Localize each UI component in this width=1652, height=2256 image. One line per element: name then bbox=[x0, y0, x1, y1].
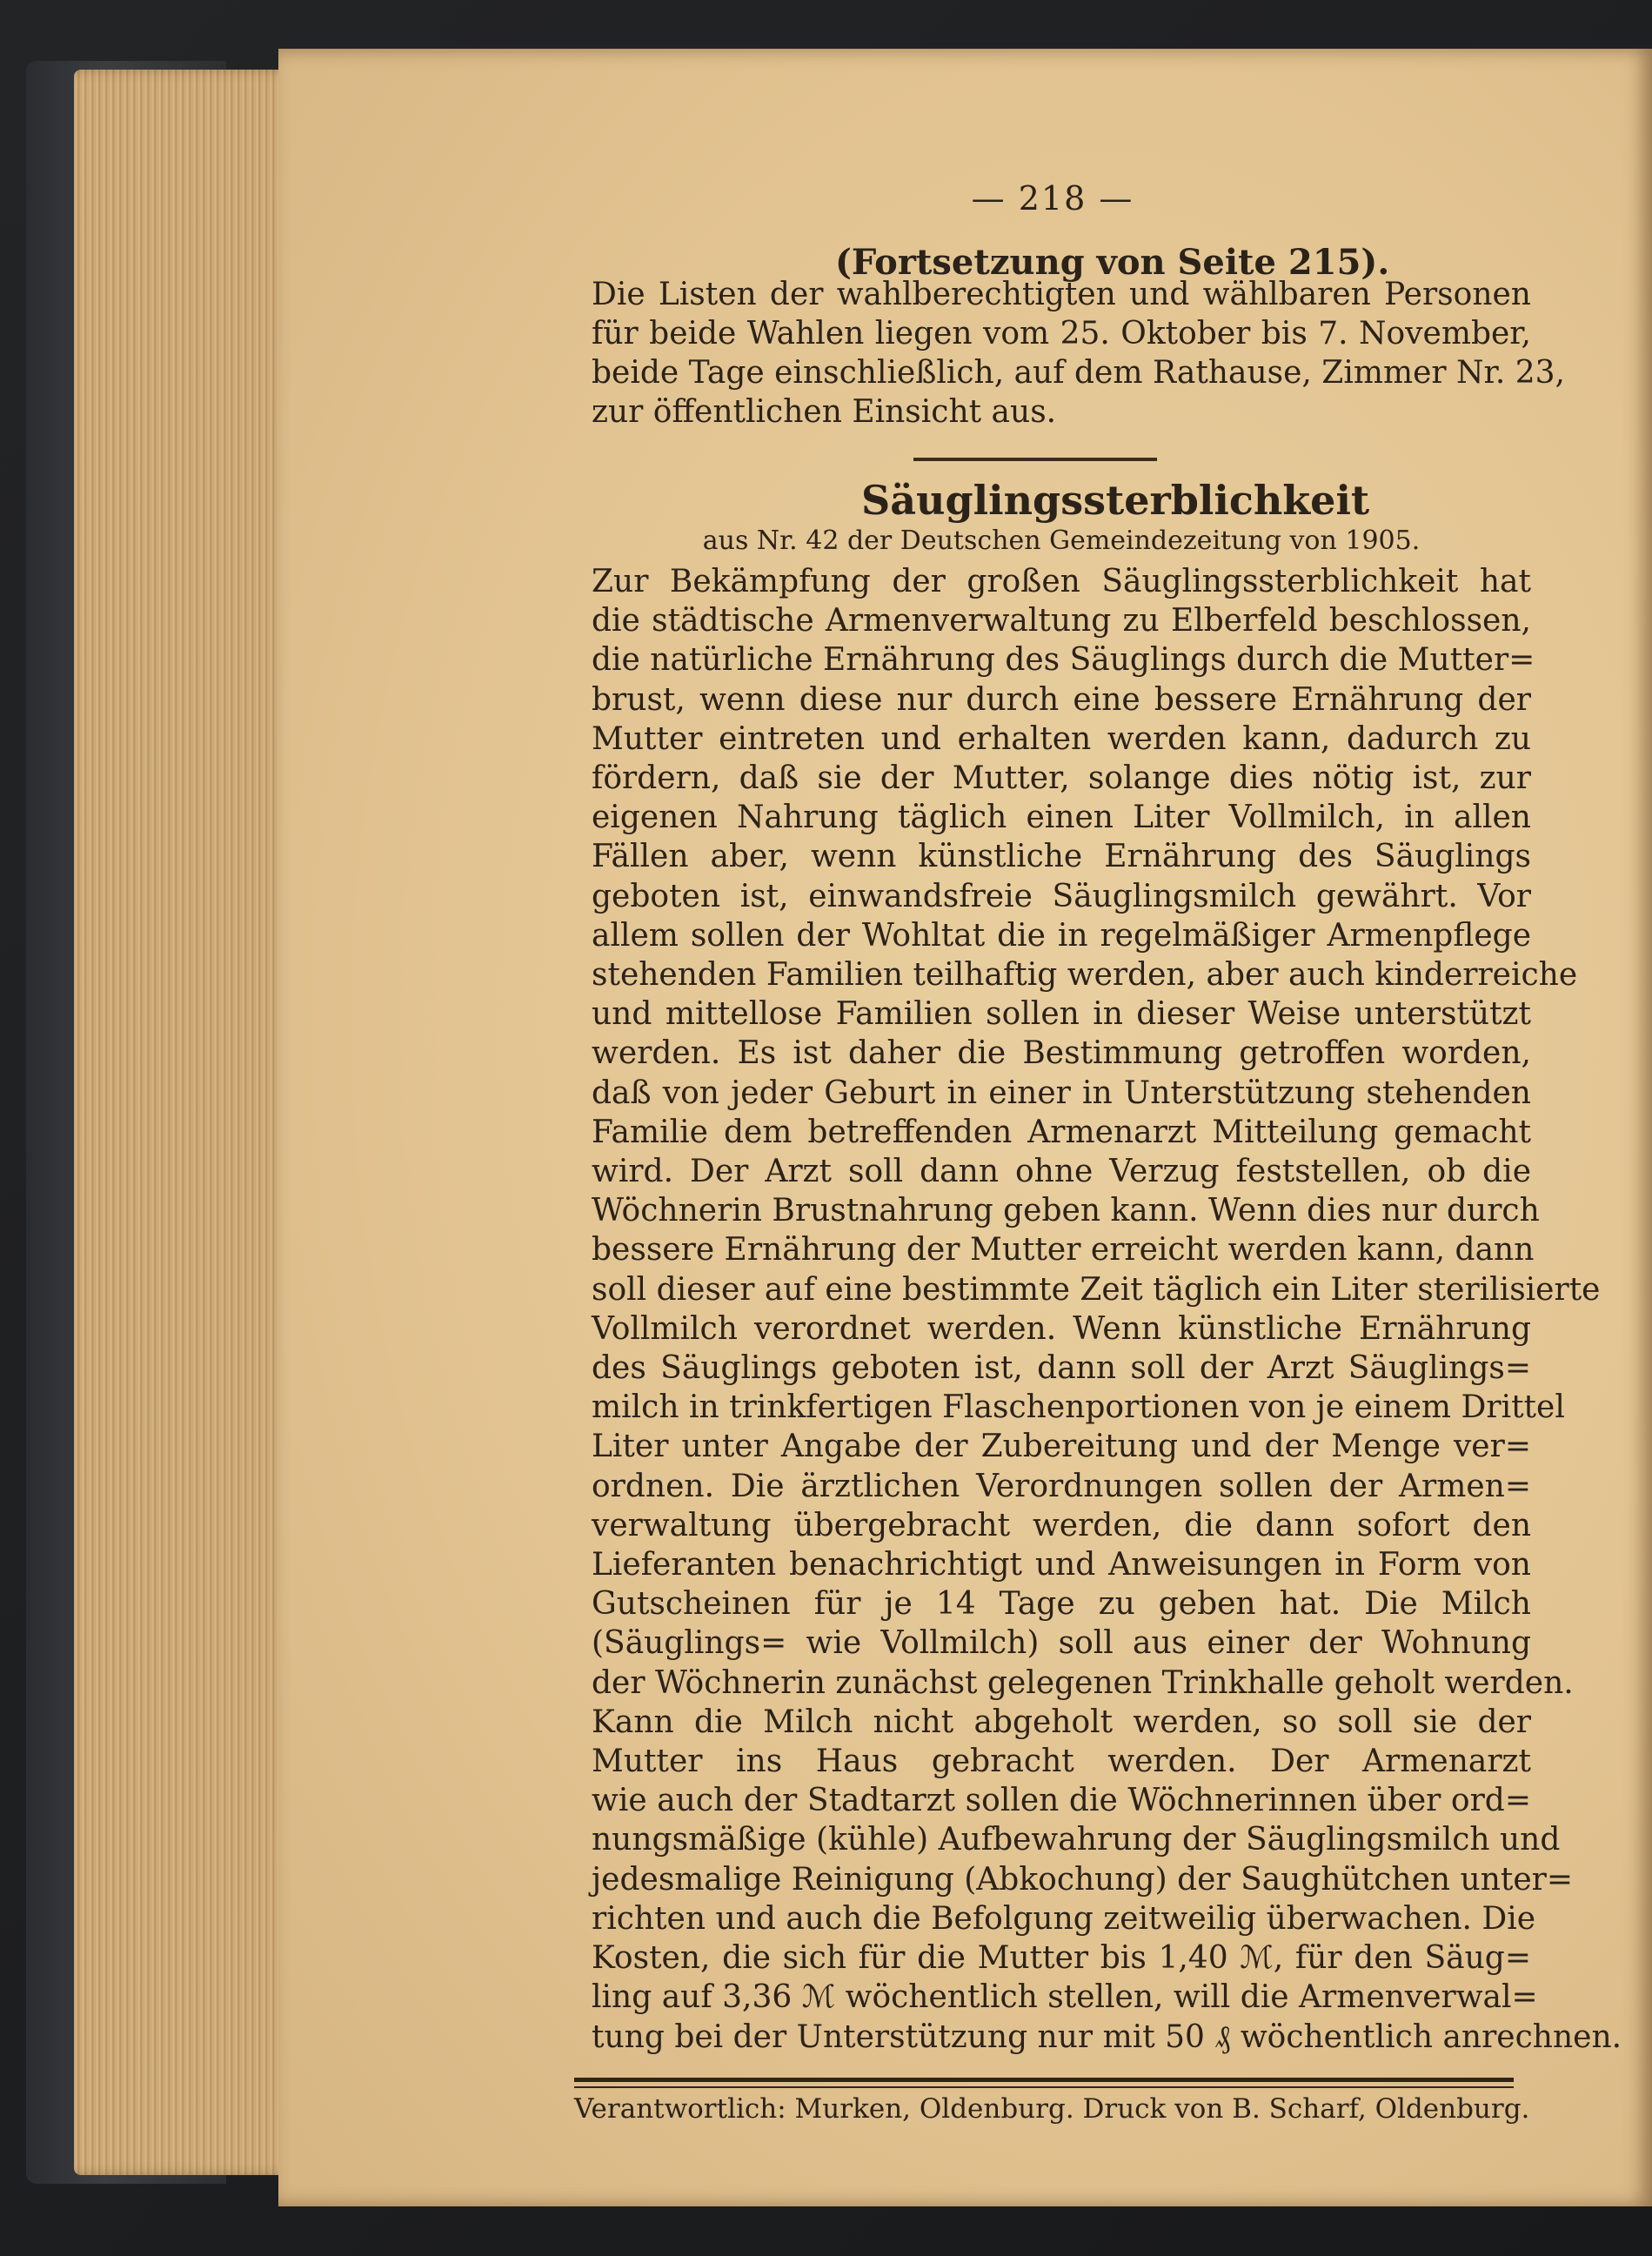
intro-line: beide Tage einschließlich, auf dem Rathause, Zimmer Nr. 23, bbox=[592, 355, 1565, 391]
article-line: Mutter ins Haus gebracht werden. Der Armenarzt bbox=[592, 1744, 1531, 1779]
footer-imprint: Verantwortlich: Murken, Oldenburg. Druck von B. Scharf, Oldenburg. bbox=[574, 2093, 1530, 2125]
article-line: Kann die Milch nicht abgeholt werden, so soll sie der bbox=[592, 1704, 1531, 1740]
footer-rule bbox=[574, 2078, 1514, 2082]
article-line: Familie dem betreffenden Armenarzt Mitteilung gemacht bbox=[592, 1115, 1531, 1150]
article-line: soll dieser auf eine bestimmte Zeit täglich ein Liter sterilisierte bbox=[592, 1272, 1601, 1308]
article-line: geboten ist, einwandsfreie Säuglingsmilch gewährt. Vor bbox=[592, 879, 1531, 914]
article-line: Mutter eintreten und erhalten werden kann, dadurch zu bbox=[592, 721, 1531, 757]
article-line: allem sollen der Wohltat die in regelmäßiger Armenpflege bbox=[592, 918, 1531, 954]
article-line: richten und auch die Befolgung zeitweilig überwachen. Die bbox=[592, 1901, 1536, 1937]
footer-rule-thin bbox=[574, 2086, 1514, 2088]
article-line: Liter unter Angabe der Zubereitung und der Menge ver= bbox=[592, 1429, 1531, 1464]
article-line: bessere Ernährung der Mutter erreicht werden kann, dann bbox=[592, 1232, 1535, 1268]
article-line: Zur Bekämpfung der großen Säuglingssterblichkeit hat bbox=[592, 564, 1531, 599]
article-line: jedesmalige Reinigung (Abkochung) der Saughütchen unter= bbox=[592, 1862, 1574, 1898]
article-line: Wöchnerin Brustnahrung geben kann. Wenn dies nur durch bbox=[592, 1193, 1540, 1228]
article-title: Säuglingssterblichkeit bbox=[861, 477, 1370, 524]
article-line: ling auf 3,36 ℳ wöchentlich stellen, will die Armenverwal= bbox=[592, 1979, 1538, 2015]
article-line: wird. Der Arzt soll dann ohne Verzug feststellen, ob die bbox=[592, 1154, 1531, 1189]
article-line: nungsmäßige (kühle) Aufbewahrung der Säuglingsmilch und bbox=[592, 1822, 1561, 1858]
article-line: milch in trinkfertigen Flaschenportionen von je einem Drittel bbox=[592, 1389, 1565, 1425]
article-line: tung bei der Unterstützung nur mit 50 ₰ wöchentlich anrechnen. bbox=[592, 2019, 1622, 2055]
section-divider bbox=[913, 458, 1157, 461]
article-line: Gutscheinen für je 14 Tage zu geben hat. Die Milch bbox=[592, 1586, 1531, 1622]
article-line: und mittellose Familien sollen in dieser Weise unterstützt bbox=[592, 996, 1531, 1032]
page-number: — 218 — bbox=[971, 179, 1134, 218]
article-line: die natürliche Ernährung des Säuglings durch die Mutter= bbox=[592, 642, 1535, 678]
intro-line: Die Listen der wahlberechtigten und wählbaren Personen bbox=[592, 277, 1531, 312]
article-line: stehenden Familien teilhaftig werden, aber auch kinderreiche bbox=[592, 957, 1578, 993]
article-line: wie auch der Stadtarzt sollen die Wöchnerinnen über ord= bbox=[592, 1783, 1531, 1818]
article-line: fördern, daß sie der Mutter, solange dies nötig ist, zur bbox=[592, 760, 1531, 796]
article-line: Lieferanten benachrichtigt und Anweisungen in Form von bbox=[592, 1547, 1531, 1583]
intro-line: für beide Wahlen liegen vom 25. Oktober bis 7. November, bbox=[592, 316, 1531, 351]
article-line: ordnen. Die ärztlichen Verordnungen sollen der Armen= bbox=[592, 1469, 1531, 1504]
article-source: aus Nr. 42 der Deutschen Gemeindezeitung von 1905. bbox=[702, 526, 1421, 556]
article-line: (Säuglings= wie Vollmilch) soll aus einer der Wohnung bbox=[592, 1625, 1531, 1661]
article-line: daß von jeder Geburt in einer in Unterstützung stehenden bbox=[592, 1075, 1531, 1111]
article-line: Vollmilch verordnet werden. Wenn künstliche Ernährung bbox=[592, 1311, 1531, 1347]
article-line: werden. Es ist daher die Bestimmung getroffen worden, bbox=[592, 1035, 1531, 1071]
intro-line: zur öffentlichen Einsicht aus. bbox=[592, 394, 1057, 430]
article-line: verwaltung übergebracht werden, die dann sofort den bbox=[592, 1508, 1531, 1543]
article-line: Kosten, die sich für die Mutter bis 1,40 ℳ, für den Säug= bbox=[592, 1940, 1531, 1976]
article-line: des Säuglings geboten ist, dann soll der Arzt Säuglings= bbox=[592, 1350, 1531, 1386]
article-line: eigenen Nahrung täglich einen Liter Vollmilch, in allen bbox=[592, 800, 1531, 835]
article-line: Fällen aber, wenn künstliche Ernährung des Säuglings bbox=[592, 839, 1531, 874]
article-line: der Wöchnerin zunächst gelegenen Trinkhalle geholt werden. bbox=[592, 1665, 1574, 1701]
article-line: brust, wenn diese nur durch eine bessere Ernährung der bbox=[592, 682, 1531, 718]
article-line: die städtische Armenverwaltung zu Elberfeld beschlossen, bbox=[592, 603, 1531, 639]
continuation-note: (Fortsetzung von Seite 215). bbox=[835, 242, 1390, 283]
